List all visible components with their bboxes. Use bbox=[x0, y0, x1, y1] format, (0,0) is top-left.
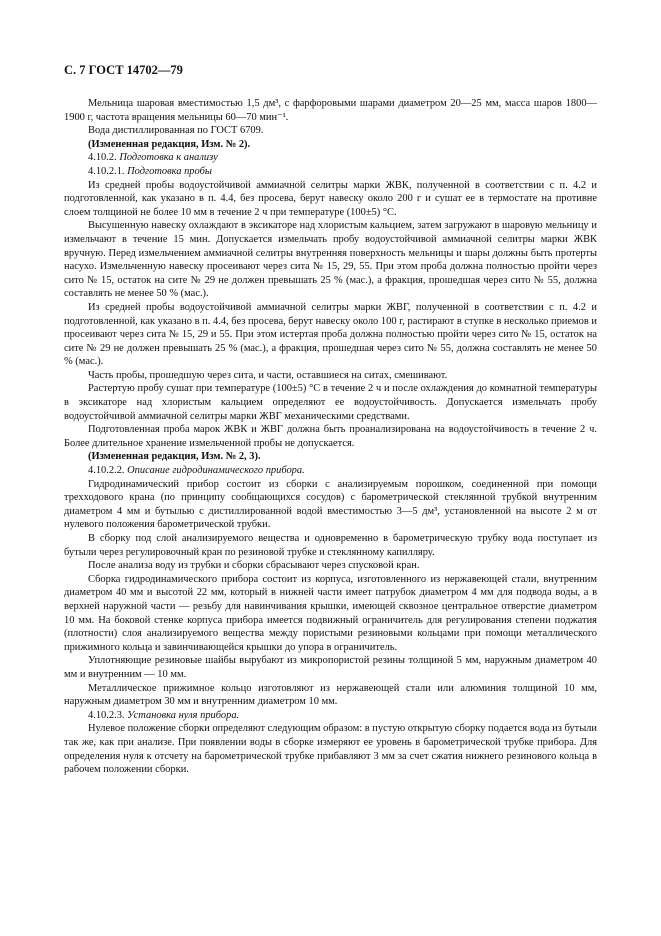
section-number: 4.10.2.1. bbox=[88, 165, 125, 177]
section-title: Подготовка к анализу bbox=[119, 152, 218, 164]
section-number: 4.10.2. bbox=[88, 152, 117, 164]
paragraph: После анализа воду из трубки и сборки сбрасывают через спусковой кран. bbox=[88, 560, 420, 572]
paragraph: Сборка гидродинамического прибора состоит из корпуса, изготовленного из нержавеющей стали, внутренним диаметром 40 мм и высотой 22 мм, который в нижней части имеет патрубок диаметром 4 мм для подвода воды, а в верхней наружной части — резьбу для навинчивания крышки, имеющей сквозное центральное отверстие диаметром 10 мм. На боковой стенке корпуса прибора имеется подвижный ограничитель для регулирования степени поджатия (плотности) слоя анализируемого вещества между пористыми резиновыми кольцами при помощи металлического прижимного кольца и завинчивающейся крышки до упора в ограничитель. bbox=[64, 573, 597, 653]
section-title: Описание гидродинамического прибора. bbox=[127, 465, 305, 477]
section-heading bbox=[64, 165, 597, 179]
section-heading bbox=[64, 464, 597, 478]
paragraph: Мельница шаровая вместимостью 1,5 дм³, с фарфоровыми шарами диаметром 20—25 мм, масса шаров 1800—1900 г, частота вращения мельницы 60—70 мин⁻¹. bbox=[64, 98, 597, 123]
paragraph: Из средней пробы водоустойчивой аммиачной селитры марки ЖВГ, полученной в соответствии с п. 4.2 и подготовленной, как указано в п. 4.4, без просева, берут навеску около 100 г, растирают в ступке в несколько приемов и просеивают через сита № 15, 29 и 55. При этом истертая проба должна полностью пройти через сито № 15, остаток на сите № 29 не должен превышать 25 % (мас.), а фракция, прошедшая через сито № 55, должна составлять не менее 50 % (мас.). bbox=[64, 301, 597, 368]
paragraph: Из средней пробы водоустойчивой аммиачной селитры марки ЖВК, полученной в соответствии с п. 4.2 и подготовленной, как указано в п. 4.4, без просева, берут навеску около 200 г и сушат ее в термостате на противне слоем толщиной не более 10 мм в течение 2 ч при температуре (100±5) °С. bbox=[64, 179, 597, 218]
paragraph: Часть пробы, прошедшую через сита, и части, оставшиеся на ситах, смешивают. bbox=[88, 369, 448, 381]
paragraph: Растертую пробу сушат при температуре (100±5) °С в течение 2 ч и после охлаждения до комнатной температуры в эксикаторе над хлористым кальцием определяют ее водоустойчивость. Допускается измельчать пробу водоустойчивой аммиачной селитры марки ЖВГ механическими средствами. bbox=[64, 383, 597, 422]
paragraph: Высушенную навеску охлаждают в эксикаторе над хлористым кальцием, затем загружают в шаровую мельницу и измельчают в течение 15 мин. Допускается измельчать пробу водоустойчивой аммиачной селитры марки ЖВК вручную. Перед измельчением аммиачной селитры внутренняя поверхность мельницы и шары должны быть протерты насухо. Измельченную навеску просеивают через сита № 15, 29, 55. При этом проба должна полностью пройти через сито № 15, остаток на сите № 29 не должен превышать 25 % (мас.), а фракция, прошедшая через сито № 55, должна составлять не менее 50 % (мас.). bbox=[64, 220, 597, 300]
amendment-note: (Измененная редакция, Изм. № 2, 3). bbox=[88, 451, 261, 463]
paragraph: Уплотняющие резиновые шайбы вырубают из микропористой резины толщиной 5 мм, наружным диаметром 40 мм и внутренним — 10 мм. bbox=[64, 655, 597, 680]
paragraph: Нулевое положение сборки определяют следующим образом: в пустую открытую сборку подается вода из бутыли так же, как при анализе. При появлении воды в сборке измеряют ее уровень в барометрической трубке прибора. Для определения нуля к отсчету на барометрической трубке прибавляют 3 мм за счет сжатия нижнего резинового кольца в рабочем положении сборки. bbox=[64, 723, 597, 776]
section-heading bbox=[64, 709, 597, 723]
amendment-note: (Измененная редакция, Изм. № 2). bbox=[88, 138, 251, 150]
section-title: Установка нуля прибора. bbox=[127, 709, 240, 721]
page-content bbox=[64, 97, 597, 777]
section-heading bbox=[64, 151, 597, 165]
section-title: Подготовка пробы bbox=[127, 165, 212, 177]
paragraph: В сборку под слой анализируемого вещества и одновременно в барометрическую трубку вода поступает из бутыли через регулировочный кран по резиновой трубке и стеклянному капилляру. bbox=[64, 533, 597, 558]
paragraph: Гидродинамический прибор состоит из сборки с анализируемым порошком, соединенной при помощи трехходового крана (по принципу сообщающихся сосудов) с барометрической стеклянной трубкой внутренним диаметром 4 мм и бутылью с дистиллированной водой вместимостью 3—5 дм³, установленной на высоте 2 м от нулевого положения барометрической трубки. bbox=[64, 478, 597, 531]
paragraph: Вода дистиллированная по ГОСТ 6709. bbox=[88, 125, 264, 137]
section-number: 4.10.2.3. bbox=[88, 709, 125, 721]
paragraph: Металлическое прижимное кольцо изготовляют из нержавеющей стали или алюминия толщиной 10 мм, наружным диаметром 30 мм и внутренним диаметром 10 мм. bbox=[64, 682, 597, 708]
page-header: С. 7 ГОСТ 14702—79 bbox=[64, 63, 183, 77]
section-number: 4.10.2.2. bbox=[88, 465, 125, 477]
paragraph: Подготовленная проба марок ЖВК и ЖВГ должна быть проанализирована на водоустойчивость в течение 2 ч. Более длительное хранение измельченной пробы не допускается. bbox=[64, 424, 597, 449]
